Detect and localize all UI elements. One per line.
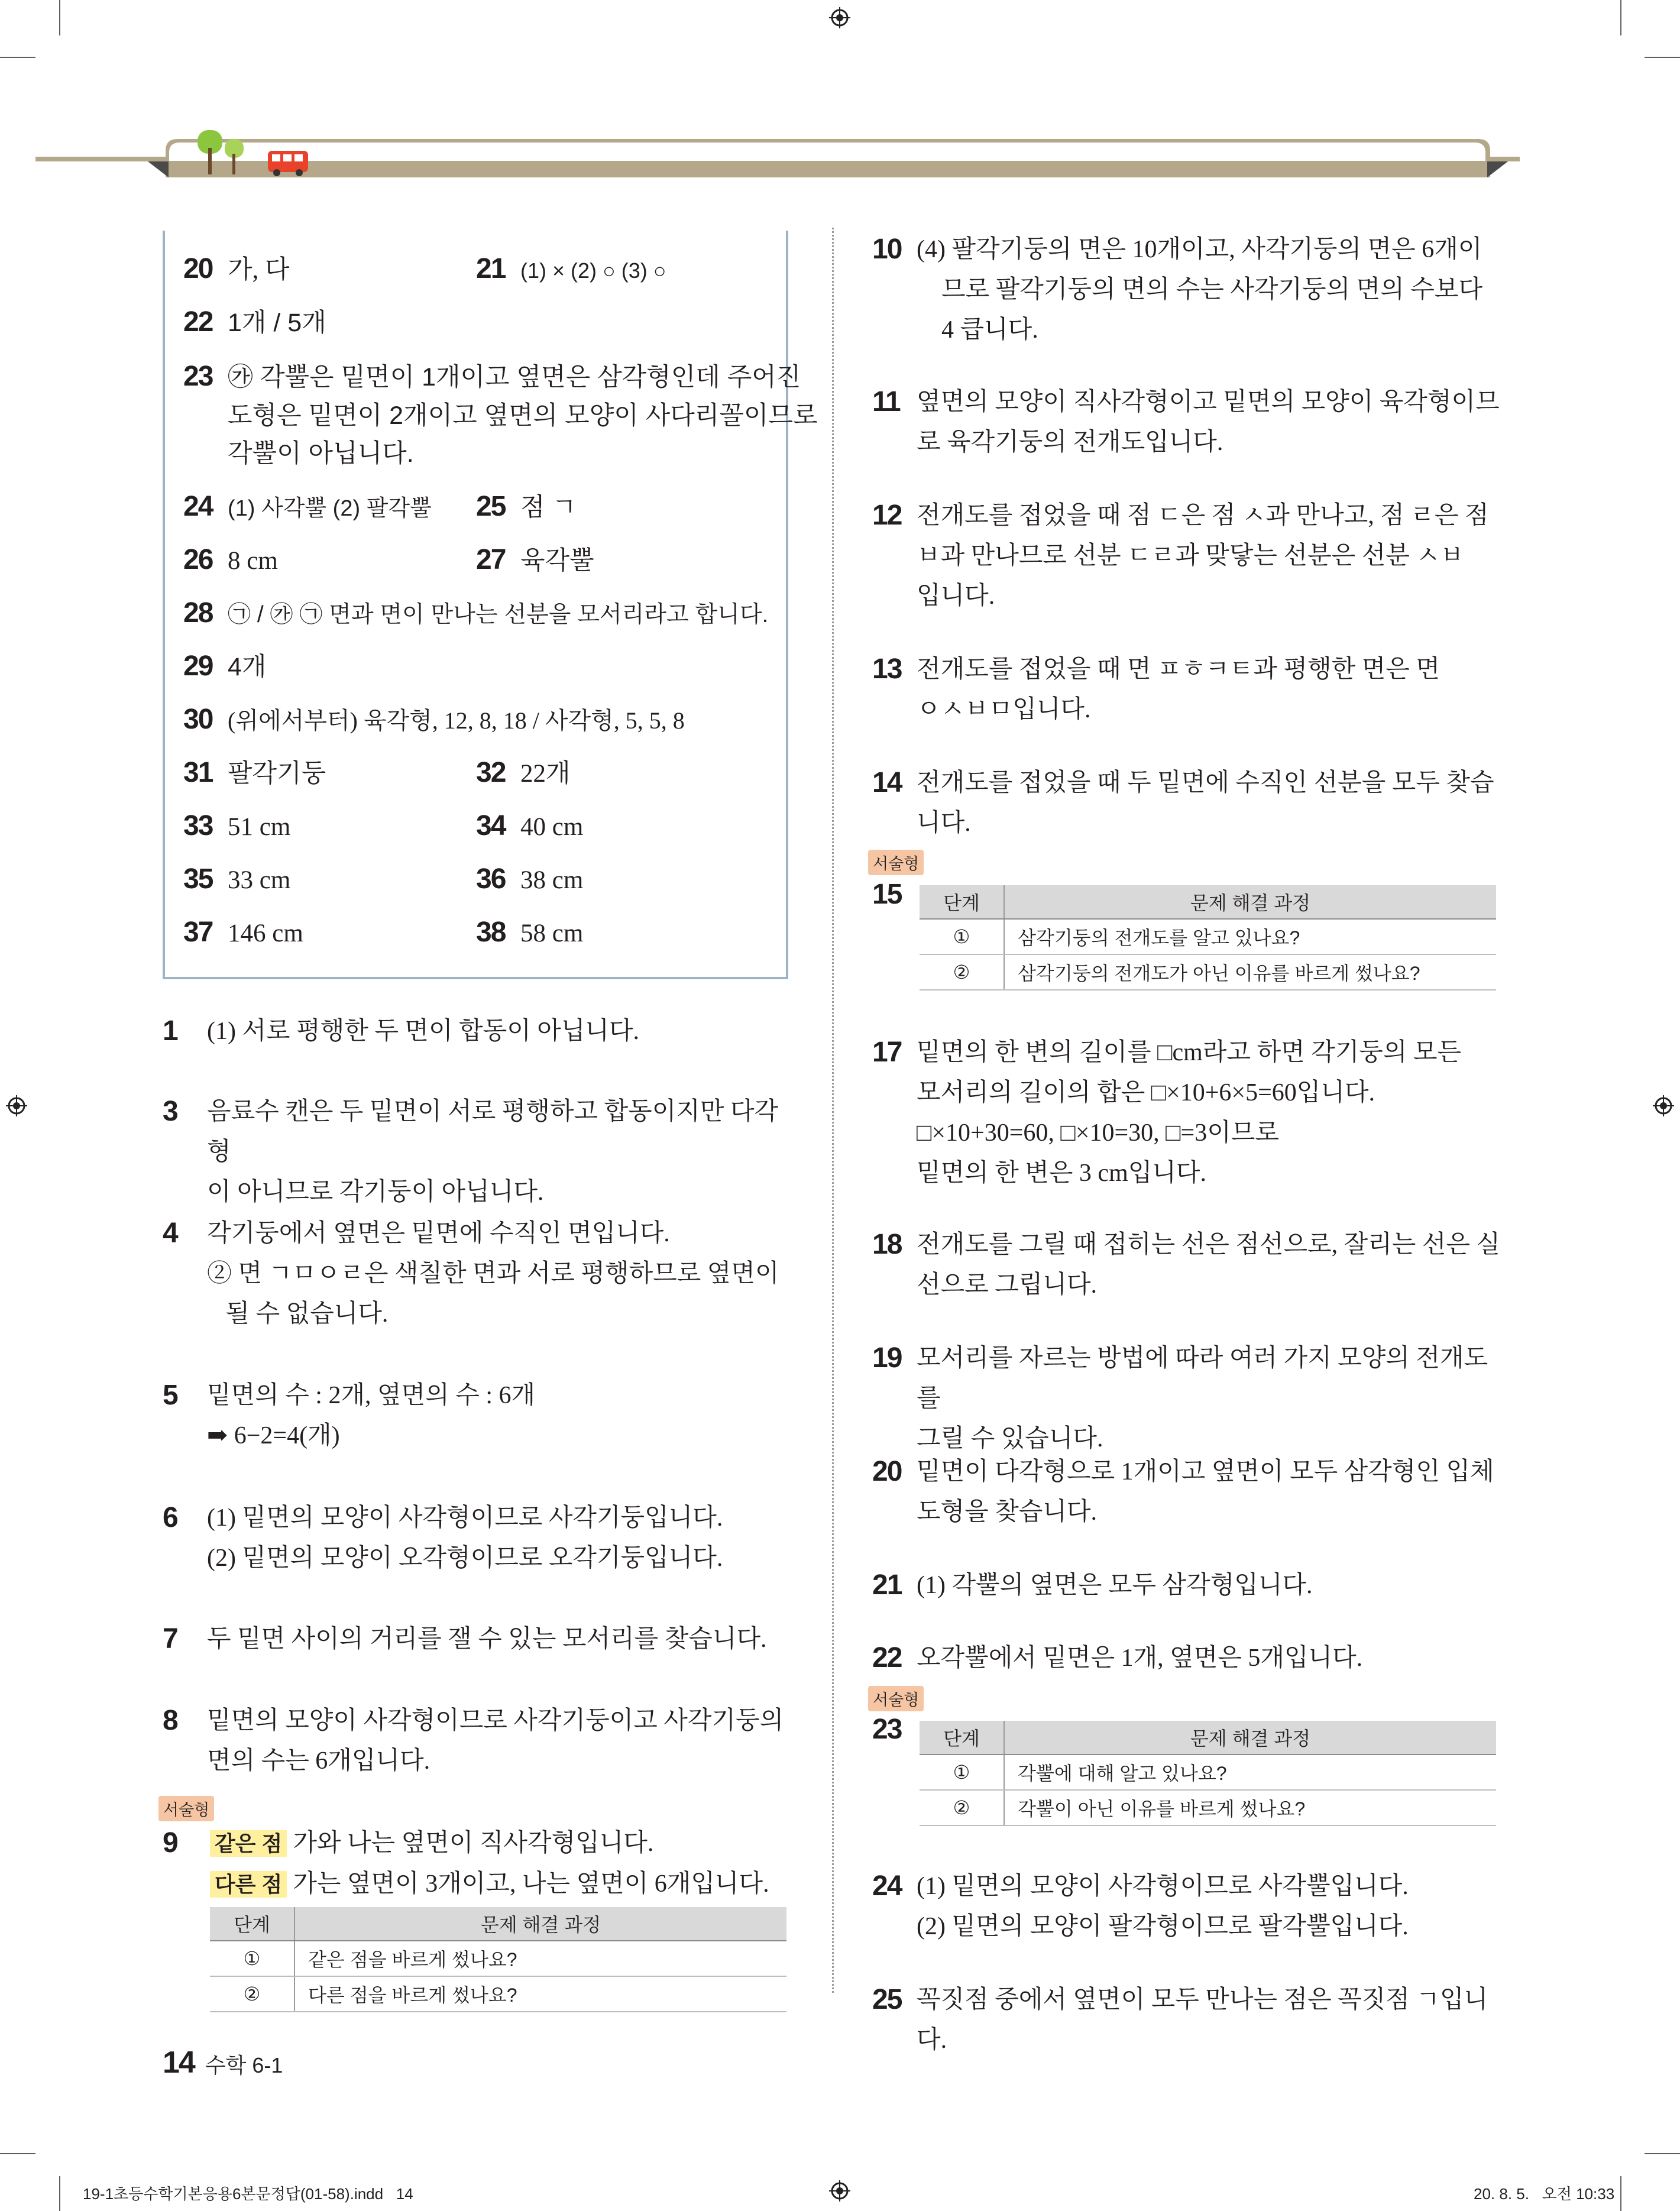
item-number: 7 <box>163 1623 177 1655</box>
item-line: (1) 각뿔의 옆면은 모두 삼각형입니다. <box>917 1572 1313 1599</box>
explanation-item <box>163 1375 789 1456</box>
table-header-process: 문제 해결 과정 <box>1004 1721 1496 1754</box>
answer-row <box>183 811 290 842</box>
explanation-item <box>872 1980 1511 2060</box>
item-line: 도형을 찾습니다. <box>917 1498 1098 1526</box>
answer-text: (1) × (2) ○ (3) ○ <box>520 258 666 283</box>
header-bar <box>35 133 1520 180</box>
answer-text: 점 ㄱ <box>520 493 577 522</box>
answer-number: 26 <box>183 544 213 575</box>
item-line: 면의 수는 6개입니다. <box>207 1747 430 1775</box>
item-number: 17 <box>872 1037 902 1068</box>
answer-text: 도형은 밑면이 2개이고 옆면의 모양이 사다리꼴이므로 <box>228 402 818 430</box>
item-number: 19 <box>872 1342 902 1374</box>
item-number: 1 <box>163 1015 177 1047</box>
answer-number: 23 <box>183 361 213 392</box>
table-header-step: 단계 <box>920 885 1004 919</box>
item-number: 15 <box>872 879 902 910</box>
table-row <box>920 1754 1496 1790</box>
item-line: ㅂ과 만나므로 선분 ㄷㄹ과 맞닿는 선분은 선분 ㅅㅂ <box>917 542 1464 569</box>
item-number: 14 <box>872 767 902 798</box>
item-line: 오각뿔에서 밑면은 1개, 옆면은 5개입니다. <box>917 1645 1363 1672</box>
crop-mark <box>1645 57 1680 58</box>
answer-number: 37 <box>183 917 213 948</box>
registration-mark-icon <box>6 1095 27 1116</box>
crop-mark <box>1620 2176 1621 2211</box>
criteria-cell: 각뿔에 대해 알고 있나요? <box>1004 1754 1496 1790</box>
step-cell: ② <box>920 1790 1004 1825</box>
item-number: 23 <box>872 1714 902 1745</box>
step-cell: ② <box>210 1976 294 2012</box>
answer-number: 31 <box>183 757 213 788</box>
print-date: 20. 8. 5. 오전 10:33 <box>1474 2185 1615 2203</box>
explanation-item <box>163 1701 789 1781</box>
criteria-cell: 각뿔이 아닌 이유를 바르게 썼나요? <box>1004 1790 1496 1825</box>
answer-row <box>476 545 594 576</box>
answer-text: 58 cm <box>520 920 584 947</box>
item-number: 20 <box>872 1456 902 1487</box>
explanation-item <box>872 229 1511 350</box>
grading-table <box>920 1721 1496 1826</box>
item-line: ㅇㅅㅂㅁ입니다. <box>917 696 1091 723</box>
answer-number: 35 <box>183 863 213 895</box>
answer-number: 28 <box>183 597 213 629</box>
explanation-item <box>872 1565 1511 1605</box>
item-number: 10 <box>872 234 902 265</box>
step-cell: ① <box>920 1754 1004 1790</box>
answer-text: 38 cm <box>520 866 584 894</box>
crop-mark <box>59 2176 60 2211</box>
item-line: 두 밑면 사이의 거리를 잴 수 있는 모서리를 찾습니다. <box>207 1626 767 1653</box>
item-number: 5 <box>163 1380 177 1411</box>
item-number: 25 <box>872 1984 902 2015</box>
table-header-process: 문제 해결 과정 <box>294 1907 786 1941</box>
explanation-item <box>872 1638 1511 1678</box>
step-cell: ① <box>210 1941 294 1976</box>
explanation-item <box>872 649 1511 730</box>
answer-number: 36 <box>476 863 506 895</box>
answer-row <box>183 254 290 285</box>
item-number: 9 <box>163 1827 177 1859</box>
crop-mark <box>59 0 60 35</box>
answer-row <box>476 918 583 949</box>
table-row <box>210 1976 786 2012</box>
answer-text: 40 cm <box>520 813 584 841</box>
explanation-item <box>872 763 1511 843</box>
answer-number: 34 <box>476 810 506 841</box>
item-line: 그릴 수 있습니다. <box>917 1425 1103 1452</box>
explanation-item <box>872 1338 1511 1459</box>
item-number: 3 <box>163 1096 177 1127</box>
criteria-cell: 같은 점을 바르게 썼나요? <box>294 1941 786 1976</box>
answer-text: 8 cm <box>228 547 278 575</box>
answer-number: 33 <box>183 810 213 841</box>
answer-number: 24 <box>183 491 213 522</box>
item-line: ➡ 6−2=4(개) <box>207 1422 340 1449</box>
table-row <box>920 919 1496 954</box>
explanation-item <box>872 1032 1511 1193</box>
answer-text: 51 cm <box>228 813 291 841</box>
answer-row <box>183 705 685 736</box>
answer-row <box>183 307 326 338</box>
crop-mark <box>0 57 35 58</box>
item-line: (2) 밑면의 모양이 오각형이므로 오각기둥입니다. <box>207 1545 723 1572</box>
item-line: 밑면의 한 변의 길이를 □cm라고 하면 각기둥의 모든 <box>917 1039 1462 1066</box>
answer-row <box>476 811 583 842</box>
answer-row <box>476 865 583 895</box>
answer-number: 30 <box>183 704 213 735</box>
item-line: 밑면의 수 : 2개, 옆면의 수 : 6개 <box>207 1382 536 1409</box>
answer-text: 22개 <box>520 760 571 788</box>
answer-number: 25 <box>476 491 506 522</box>
explanation-item <box>872 382 1511 462</box>
answer-row <box>183 492 432 523</box>
answer-text: 146 cm <box>228 920 303 947</box>
item-line: 밑면의 모양이 사각형이므로 사각기둥이고 사각기둥의 <box>207 1707 784 1734</box>
criteria-cell: 다른 점을 바르게 썼나요? <box>294 1976 786 2012</box>
answer-row <box>183 545 278 576</box>
item-line: 이 아니므로 각기둥이 아닙니다. <box>207 1179 544 1206</box>
answer-row <box>183 918 303 949</box>
answer-number: 21 <box>476 253 506 284</box>
table-row <box>920 954 1496 990</box>
item-line: 선으로 그립니다. <box>917 1271 1098 1299</box>
item-number: 12 <box>872 500 902 531</box>
registration-mark-icon <box>829 2180 850 2202</box>
item-number: 8 <box>163 1705 177 1736</box>
bus-icon <box>266 148 310 177</box>
answer-number: 27 <box>476 544 506 575</box>
table-header-step: 단계 <box>210 1907 294 1941</box>
item-line: □×10+30=60, □×10=30, □=3이므로 <box>917 1119 1279 1147</box>
explanation-item <box>163 1619 789 1659</box>
answer-number: 38 <box>476 917 506 948</box>
item-line: 각기둥에서 옆면은 밑면에 수직인 면입니다. <box>207 1220 670 1247</box>
item-line: 전개도를 접었을 때 면 ㅍㅎㅋㅌ과 평행한 면은 면 <box>917 656 1440 683</box>
same-point-label: 같은 점 <box>210 1830 287 1857</box>
item-line: 모서리를 자르는 방법에 따라 여러 가지 모양의 전개도를 <box>917 1345 1488 1412</box>
subject-label: 수학 6-1 <box>205 2053 283 2077</box>
answer-text: 4개 <box>228 653 267 681</box>
answer-text: 각뿔이 아닙니다. <box>228 439 414 468</box>
answer-text: 1개 / 5개 <box>228 309 326 337</box>
essay-tag: 서술형 <box>158 1796 214 1821</box>
item-line: 밑면이 다각형으로 1개이고 옆면이 모두 삼각형인 입체 <box>917 1458 1494 1485</box>
item-line: 니다. <box>917 810 971 837</box>
item-line: 음료수 캔은 두 밑면이 서로 평행하고 합동이지만 다각형 <box>207 1098 779 1166</box>
item-line: 전개도를 접었을 때 점 ㄷ은 점 ㅅ과 만나고, 점 ㄹ은 점 <box>917 502 1489 529</box>
essay-tag: 서술형 <box>868 1686 924 1711</box>
explanation-item <box>872 1866 1511 1947</box>
item-number: 21 <box>872 1569 902 1601</box>
crop-mark <box>1620 0 1621 35</box>
item-line: 로 육각기둥의 전개도입니다. <box>917 429 1223 456</box>
item-line: 옆면의 모양이 직사각형이고 밑면의 모양이 육각형이므 <box>917 389 1500 416</box>
item-number: 22 <box>872 1642 902 1673</box>
step-cell: ① <box>920 919 1004 954</box>
crop-mark <box>0 2153 35 2154</box>
item-line: 밑면의 한 변은 3 cm입니다. <box>917 1160 1206 1187</box>
item-number: 13 <box>872 653 902 685</box>
item-line: ② 면 ㄱㅁㅇㄹ은 색칠한 면과 서로 평행하므로 옆면이 <box>207 1260 779 1287</box>
essay-tag: 서술형 <box>868 850 924 875</box>
answer-number: 22 <box>183 306 213 338</box>
answer-text: 팔각기둥 <box>228 759 326 788</box>
answer-number: 32 <box>476 757 506 788</box>
answer-text: ㉮ 각뿔은 밑면이 1개이고 옆면은 삼각형인데 주어진 <box>228 363 801 391</box>
grading-table <box>210 1907 786 2012</box>
item-number: 4 <box>163 1218 177 1249</box>
explanation-item <box>163 1011 789 1051</box>
table-row <box>210 1941 786 1976</box>
explanation-item <box>163 1213 789 1334</box>
crop-mark <box>1645 2153 1680 2154</box>
registration-mark-icon <box>829 7 850 28</box>
item-line: 전개도를 그릴 때 접히는 선은 점선으로, 잘리는 선은 실 <box>917 1231 1501 1258</box>
answer-row <box>476 254 666 286</box>
item-line: 모서리의 길이의 합은 □×10+6×5=60입니다. <box>917 1079 1375 1106</box>
answer-number: 20 <box>183 253 213 284</box>
column-divider <box>832 228 834 1993</box>
tree-icon <box>195 127 254 174</box>
item-line: 입니다. <box>917 582 995 610</box>
answer-text: ㉠ / ㉮ ㉠ 면과 면이 만나는 선분을 모서리라고 합니다. <box>228 602 769 627</box>
answer-text: (위에서부터) 육각형, 12, 8, 18 / 사각형, 5, 5, 8 <box>228 707 685 734</box>
explanation-item <box>872 1225 1511 1305</box>
criteria-cell: 삼각기둥의 전개도를 알고 있나요? <box>1004 919 1496 954</box>
table-row <box>920 1790 1496 1825</box>
item-number: 24 <box>872 1870 902 1902</box>
answer-row <box>183 362 801 393</box>
explanation-item <box>163 1498 789 1578</box>
answer-row <box>476 492 577 523</box>
item-line: 꼭짓점 중에서 옆면이 모두 만나는 점은 꼭짓점 ㄱ입니다. <box>917 1986 1488 2054</box>
file-name: 19-1초등수학기본응용6본문정답(01-58).indd 14 <box>83 2185 413 2203</box>
item-line: 4 큽니다. <box>917 316 1038 344</box>
answer-text: (1) 사각뿔 (2) 팔각뿔 <box>228 496 432 521</box>
page-footer <box>163 2045 283 2080</box>
criteria-cell: 삼각기둥의 전개도가 아닌 이유를 바르게 썼나요? <box>1004 954 1496 990</box>
grading-table <box>920 885 1496 990</box>
explanation-item <box>163 1823 789 1905</box>
different-point-text: 가는 옆면이 3개이고, 나는 옆면이 6개입니다. <box>293 1870 769 1898</box>
table-header-step: 단계 <box>920 1721 1004 1754</box>
page-number: 14 <box>163 2045 195 2080</box>
same-point-text: 가와 나는 옆면이 직사각형입니다. <box>293 1830 654 1857</box>
item-line: 므로 팔각기둥의 면의 수는 사각기둥의 면의 수보다 <box>917 276 1483 303</box>
answer-row <box>183 652 266 682</box>
item-line: 전개도를 접었을 때 두 밑면에 수직인 선분을 모두 찾습 <box>917 769 1494 797</box>
step-cell: ② <box>920 954 1004 990</box>
explanation-item <box>163 1092 789 1212</box>
registration-mark-icon <box>1653 1095 1674 1116</box>
different-point-label: 다른 점 <box>210 1871 287 1898</box>
item-line: (2) 밑면의 모양이 팔각형이므로 팔각뿔입니다. <box>917 1913 1409 1940</box>
answer-text: 33 cm <box>228 866 291 894</box>
answer-number: 29 <box>183 650 213 682</box>
explanation-item <box>872 496 1511 616</box>
table-header-process: 문제 해결 과정 <box>1004 885 1496 919</box>
item-line: (1) 밑면의 모양이 사각형이므로 사각기둥입니다. <box>207 1504 723 1532</box>
item-number: 18 <box>872 1229 902 1260</box>
item-line: (1) 서로 평행한 두 면이 합동이 아닙니다. <box>207 1018 640 1045</box>
item-number: 11 <box>872 386 900 417</box>
answer-row <box>183 865 290 895</box>
item-line: (1) 밑면의 모양이 사각형이므로 사각뿔입니다. <box>917 1873 1409 1900</box>
item-line: (4) 팔각기둥의 면은 10개이고, 사각기둥의 면은 6개이 <box>917 236 1482 263</box>
item-number: 6 <box>163 1502 177 1533</box>
answer-row <box>476 758 571 789</box>
answer-row <box>183 758 326 789</box>
answer-row <box>183 598 768 630</box>
answer-text: 육각뿔 <box>520 546 594 575</box>
answer-text: 가, 다 <box>228 256 290 284</box>
item-line: 될 수 없습니다. <box>207 1300 389 1328</box>
explanation-item <box>872 1452 1511 1532</box>
